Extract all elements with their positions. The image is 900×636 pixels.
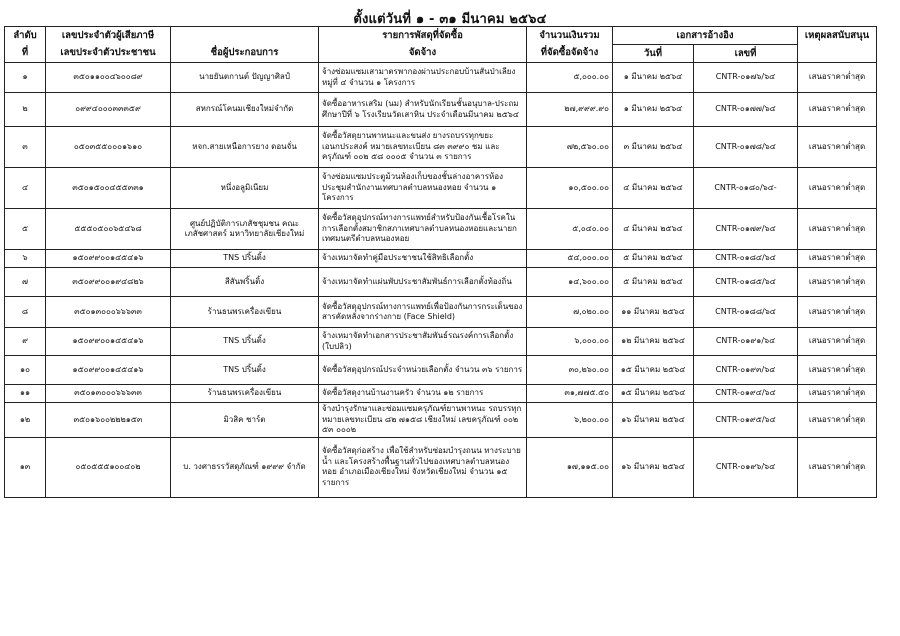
- cell-vendor: สีสันพริ้นติ้ง: [171, 268, 319, 297]
- cell-seq: ๑๓: [5, 437, 46, 497]
- cell-taxid: ๓๕๐๑๑๐๐๔๖๐๐๘๙: [46, 63, 171, 93]
- cell-item: จัดซื้อวัสดุอุปกรณ์ทางการแพทย์เพื่อป้องกันการกระเด็นของสารคัดหลั่งจากร่างกาย (Face Shield): [319, 297, 527, 328]
- cell-taxid: ๓๕๐๑๓๐๐๐๖๖๖๓๓: [46, 297, 171, 328]
- cell-docno: CNTR-๐๑๗๗/๖๔: [694, 93, 798, 127]
- cell-vendor: TNS ปริ้นติ้ง: [171, 250, 319, 268]
- cell-vendor: สหกรณ์โคนมเชียงใหม่จำกัด: [171, 93, 319, 127]
- cell-vendor: มิวสิค ชาร์ต: [171, 403, 319, 438]
- cell-date: ๑๒ มีนาคม ๒๕๖๔: [613, 328, 694, 356]
- table-row: [5, 437, 877, 497]
- header-seq: ลำดับ: [5, 27, 46, 45]
- cell-vendor: ร้านธนพรเครื่องเขียน: [171, 385, 319, 403]
- header-date: วันที่: [613, 45, 694, 63]
- cell-vendor: หนึ่งอลูมิเนียม: [171, 168, 319, 209]
- table-header: [5, 27, 877, 63]
- cell-reason: เสนอราคาต่ำสุด: [798, 127, 877, 168]
- table-row: [5, 328, 877, 356]
- cell-taxid: ๐๕๐๕๕๕๑๐๐๔๐๒: [46, 437, 171, 497]
- header-docno: เลขที่: [694, 45, 798, 63]
- header-vendor: ชื่อผู้ประกอบการ: [171, 45, 319, 63]
- cell-date: ๑๖ มีนาคม ๒๕๖๔: [613, 437, 694, 497]
- header-reference: เอกสารอ้างอิง: [613, 27, 798, 45]
- header-vendor-top: [171, 27, 319, 45]
- cell-date: ๑๕ มีนาคม ๒๕๖๔: [613, 385, 694, 403]
- table-row: [5, 403, 877, 438]
- cell-amount: ๖,๐๐๐.๐๐: [527, 328, 613, 356]
- cell-date: ๔ มีนาคม ๒๕๖๔: [613, 209, 694, 250]
- cell-vendor: นายยันตกานต์ ปัญญาศิลป์: [171, 63, 319, 93]
- table-row: [5, 385, 877, 403]
- header-taxid: เลขประจำตัวผู้เสียภาษี: [46, 27, 171, 45]
- cell-amount: ๑๗,๑๑๕.๐๐: [527, 437, 613, 497]
- cell-reason: เสนอราคาต่ำสุด: [798, 93, 877, 127]
- header-reason-sub: [798, 45, 877, 63]
- cell-seq: ๒: [5, 93, 46, 127]
- table-row: [5, 250, 877, 268]
- cell-seq: ๘: [5, 297, 46, 328]
- cell-item: จ้างเหมาจัดทำแผ่นพับประชาสัมพันธ์การเลือกตั้งท้องถิ่น: [319, 268, 527, 297]
- header-taxid-sub: เลขประจำตัวประชาชน: [46, 45, 171, 63]
- cell-date: ๔ มีนาคม ๒๕๖๔: [613, 168, 694, 209]
- cell-item: จัดซื้ออาหารเสริม (นม) สำหรับนักเรียนชั้นอนุบาล-ประถมศึกษาปีที่ ๖ โรงเรียนวัดเสาหิน ประจำเดือนมีนาคม ๒๕๖๔: [319, 93, 527, 127]
- cell-vendor: บ. วงศาธรรวัสดุภัณฑ์ ๑๙๙๙ จำกัด: [171, 437, 319, 497]
- cell-seq: ๖: [5, 250, 46, 268]
- cell-taxid: ๐๕๐๓๕๕๐๐๐๑๖๑๐: [46, 127, 171, 168]
- cell-amount: ๕๔,๐๐๐.๐๐: [527, 250, 613, 268]
- cell-taxid: ๓๕๐๑๓๐๐๐๖๖๖๓๓: [46, 385, 171, 403]
- cell-taxid: ๓๕๐๑๕๐๐๔๕๕๓๓๑: [46, 168, 171, 209]
- cell-taxid: ๑๕๐๙๙๐๐๑๔๕๔๑๖: [46, 250, 171, 268]
- cell-amount: ๕,๐๔๐.๐๐: [527, 209, 613, 250]
- cell-amount: ๑๐,๕๐๐.๐๐: [527, 168, 613, 209]
- cell-reason: เสนอราคาต่ำสุด: [798, 356, 877, 385]
- header-amount: จำนวนเงินรวม: [527, 27, 613, 45]
- report-title: ตั้งแต่วันที่ ๑ - ๓๑ มีนาคม ๒๕๖๔: [353, 12, 547, 27]
- cell-seq: ๗: [5, 268, 46, 297]
- cell-docno: CNTR-๐๑๙๖/๖๔: [694, 437, 798, 497]
- cell-date: ๑๕ มีนาคม ๒๕๖๔: [613, 356, 694, 385]
- cell-docno: CNTR-๐๑๙๑/๖๔: [694, 328, 798, 356]
- cell-reason: เสนอราคาต่ำสุด: [798, 328, 877, 356]
- cell-amount: ๒๗,๙๙๙.๙๐: [527, 93, 613, 127]
- header-seq-sub: ที่: [5, 45, 46, 63]
- cell-seq: ๑๒: [5, 403, 46, 438]
- table-row: [5, 93, 877, 127]
- cell-taxid: ๓๕๐๙๙๐๐๑๙๔๘๒๖: [46, 268, 171, 297]
- cell-vendor: ร้านธนพรเครื่องเขียน: [171, 297, 319, 328]
- cell-date: ๑๑ มีนาคม ๒๕๖๔: [613, 297, 694, 328]
- cell-reason: เสนอราคาต่ำสุด: [798, 209, 877, 250]
- cell-seq: ๑๐: [5, 356, 46, 385]
- cell-reason: เสนอราคาต่ำสุด: [798, 385, 877, 403]
- table-row: [5, 297, 877, 328]
- cell-date: ๑๖ มีนาคม ๒๕๖๔: [613, 403, 694, 438]
- cell-item: จัดซื้อวัสดุอุปกรณ์ประจำหน่วยเลือกตั้ง จำนวน ๓๖ รายการ: [319, 356, 527, 385]
- cell-item: จ้างซ่อมแซมเสามาตรพากองผ่านประกอบบ้านสันป่าเลียง หมู่ที่ ๔ จำนวน ๑ โครงการ: [319, 63, 527, 93]
- cell-seq: ๑๑: [5, 385, 46, 403]
- cell-item: จัดซื้อวัสดุยานพาหนะและขนส่ง ยางรถบรรทุกขยะ เอนกประสงค์ หมายเลขทะเบียน ๘๓ ๓๙๙๐ ชม และ ครุภัณฑ์ ๐๐๒ ๕๘ ๐๐๐๕ จำนวน ๓ รายการ: [319, 127, 527, 168]
- procurement-table: [4, 26, 877, 498]
- cell-vendor: TNS ปริ้นติ้ง: [171, 356, 319, 385]
- cell-reason: เสนอราคาต่ำสุด: [798, 168, 877, 209]
- cell-date: ๑ มีนาคม ๒๕๖๔: [613, 93, 694, 127]
- header-item: รายการพัสดุที่จัดซื้อ: [319, 27, 527, 45]
- cell-vendor: TNS ปริ้นติ้ง: [171, 328, 319, 356]
- cell-taxid: ๐๙๙๔๐๐๐๓๓๓๕๙: [46, 93, 171, 127]
- cell-taxid: ๑๕๐๙๙๐๐๑๔๕๔๑๖: [46, 356, 171, 385]
- table-row: [5, 268, 877, 297]
- cell-reason: เสนอราคาต่ำสุด: [798, 268, 877, 297]
- table-row: [5, 356, 877, 385]
- cell-docno: CNTR-๐๑๙๓/๖๔: [694, 356, 798, 385]
- cell-docno: CNTR-๐๑๙๕/๖๔: [694, 403, 798, 438]
- header-item-sub: จัดจ้าง: [319, 45, 527, 63]
- cell-item: จัดซื้อวัสดุงานบ้านงานครัว จำนวน ๑๒ รายการ: [319, 385, 527, 403]
- cell-date: ๕ มีนาคม ๒๕๖๔: [613, 268, 694, 297]
- cell-vendor: ศูนย์ปฏิบัติการเภสัชชุมชน คณะเภสัชศาสตร์ มหาวิทยาลัยเชียงใหม่: [171, 209, 319, 250]
- cell-seq: ๓: [5, 127, 46, 168]
- cell-date: ๑ มีนาคม ๒๕๖๔: [613, 63, 694, 93]
- cell-docno: CNTR-๐๑๘๘/๖๔: [694, 297, 798, 328]
- cell-reason: เสนอราคาต่ำสุด: [798, 297, 877, 328]
- cell-amount: ๓๑,๗๗๕.๕๐: [527, 385, 613, 403]
- cell-seq: ๑: [5, 63, 46, 93]
- cell-taxid: ๓๕๐๑๖๐๐๒๒๒๑๕๓: [46, 403, 171, 438]
- table-body: [5, 63, 877, 498]
- cell-docno: CNTR-๐๑๘๐/๖๔-: [694, 168, 798, 209]
- cell-reason: เสนอราคาต่ำสุด: [798, 403, 877, 438]
- cell-amount: ๑๔,๖๐๐.๐๐: [527, 268, 613, 297]
- cell-amount: ๗,๐๒๐.๐๐: [527, 297, 613, 328]
- cell-item: จัดซื้อวัสดุอุปกรณ์ทางการแพทย์สำหรับป้องกันเชื้อโรคในการเลือกตั้งสมาชิกสภาเทศบาลตำบลหนองหอยและนายกเทศมนตรีตำบลหนองหอย: [319, 209, 527, 250]
- cell-docno: CNTR-๐๑๘๕/๖๔: [694, 268, 798, 297]
- cell-item: จ้างเหมาจัดทำเอกสารประชาสัมพันธ์รณรงค์การเลือกตั้ง (ใบปลิว): [319, 328, 527, 356]
- header-reason: เหตุผลสนับสนุน: [798, 27, 877, 45]
- cell-seq: ๕: [5, 209, 46, 250]
- header-amount-sub: ที่จัดซื้อจัดจ้าง: [527, 45, 613, 63]
- cell-docno: CNTR-๐๑๗๙/๖๔: [694, 209, 798, 250]
- table-row: [5, 127, 877, 168]
- cell-taxid: ๑๕๐๙๙๐๐๑๔๕๔๑๖: [46, 328, 171, 356]
- cell-docno: CNTR-๐๑๘๔/๖๔: [694, 250, 798, 268]
- cell-vendor: หจก.สายเหนือการยาง ดอนจั่น: [171, 127, 319, 168]
- cell-item: จ้างบำรุงรักษาและซ่อมแซมครุภัณฑ์ยานพาหนะ รถบรรทุก หมายเลขทะเบียน ๘๒ ๗๑๕๘ เชียงใหม่ เลขครุภัณฑ์ ๐๐๒ ๕๓ ๐๐๐๒: [319, 403, 527, 438]
- cell-item: จ้างเหมาจัดทำคู่มือประชาชนใช้สิทธิเลือกตั้ง: [319, 250, 527, 268]
- cell-amount: ๓๐,๒๖๐.๐๐: [527, 356, 613, 385]
- cell-docno: CNTR-๐๑๗๘/๖๔: [694, 127, 798, 168]
- cell-date: ๕ มีนาคม ๒๕๖๔: [613, 250, 694, 268]
- cell-amount: ๗๒,๕๖๐.๐๐: [527, 127, 613, 168]
- cell-reason: เสนอราคาต่ำสุด: [798, 250, 877, 268]
- cell-date: ๓ มีนาคม ๒๕๖๔: [613, 127, 694, 168]
- cell-seq: ๔: [5, 168, 46, 209]
- cell-item: จัดซื้อวัสดุก่อสร้าง เพื่อใช้สำหรับซ่อมบำรุงถนน ทางระบายน้ำ และโครงสร้างพื้นฐานทั่วไปของเทศบาลตำบลหนองหอย อำเภอเมืองเชียงใหม่ จังหวัดเชียงใหม่ จำนวน ๑๕ รายการ: [319, 437, 527, 497]
- table-row: [5, 168, 877, 209]
- cell-taxid: ๕๕๕๐๕๐๐๖๕๔๖๘: [46, 209, 171, 250]
- cell-docno: CNTR-๐๑๗๖/๖๔: [694, 63, 798, 93]
- table-row: [5, 209, 877, 250]
- cell-amount: ๕,๐๐๐.๐๐: [527, 63, 613, 93]
- cell-reason: เสนอราคาต่ำสุด: [798, 63, 877, 93]
- cell-docno: CNTR-๐๑๙๔/๖๔: [694, 385, 798, 403]
- table-row: [5, 63, 877, 93]
- cell-reason: เสนอราคาต่ำสุด: [798, 437, 877, 497]
- cell-item: จ้างซ่อมแซมประตูม้วนห้องเก็บของชั้นล่างอาคารห้องประชุมสำนักงานเทศบาลตำบลหนองหอย จำนวน ๑ โครงการ: [319, 168, 527, 209]
- cell-seq: ๙: [5, 328, 46, 356]
- cell-amount: ๖,๒๐๐.๐๐: [527, 403, 613, 438]
